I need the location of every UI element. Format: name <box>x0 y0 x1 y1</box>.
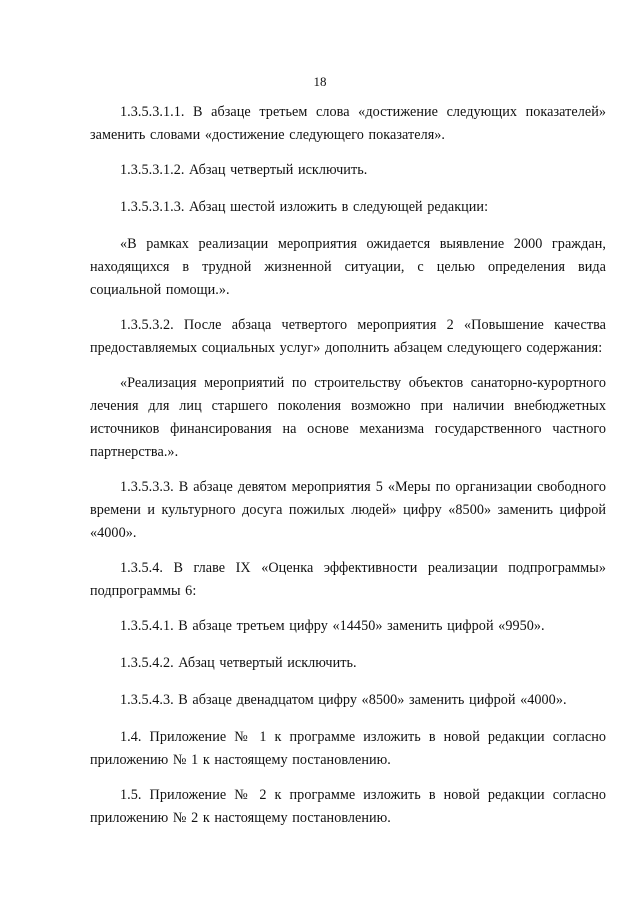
paragraph-1-3-5-4-2: 1.3.5.4.2. Абзац четвертый исключить. <box>120 655 357 671</box>
paragraph-1-3-5-3-1-2: 1.3.5.3.1.2. Абзац четвертый исключить. <box>120 162 368 178</box>
paragraph-1-3-5-3-1-1: 1.3.5.3.1.1. В абзаце третьем слова «достижение следующих показателей» заменить словами «достижение следующего показателя». <box>90 104 606 143</box>
page-number: 18 <box>313 74 327 89</box>
quoted-paragraph-sanatorium: «Реализация мероприятий по строительству объектов санаторно-курортного лечения для лиц старшего поколения возможно при наличии внебюджетных источников финансирования на основе механизма государственного частного партнерства.». <box>90 375 606 460</box>
quoted-paragraph-social-help: «В рамках реализации мероприятия ожидается выявление 2000 граждан, находящихся в трудной жизненной ситуации, с целью определения вида социальной помощи.». <box>90 236 606 298</box>
paragraph-1-3-5-4: 1.3.5.4. В главе IX «Оценка эффективности реализации подпрограммы» подпрограммы 6: <box>90 560 606 599</box>
paragraph-1-3-5-3-3: 1.3.5.3.3. В абзаце девятом мероприятия 5 «Меры по организации свободного времени и культурного досуга пожилых людей» цифру «8500» заменить цифрой «4000». <box>90 479 606 541</box>
paragraph-1-5: 1.5. Приложение № 2 к программе изложить в новой редакции согласно приложению № 2 к настоящему постановлению. <box>90 787 606 826</box>
paragraph-1-4: 1.4. Приложение № 1 к программе изложить в новой редакции согласно приложению № 1 к настоящему постановлению. <box>90 729 606 768</box>
paragraph-1-3-5-3-1-3: 1.3.5.3.1.3. Абзац шестой изложить в следующей редакции: <box>120 199 489 215</box>
document-body <box>90 101 606 842</box>
paragraph-1-3-5-4-1: 1.3.5.4.1. В абзаце третьем цифру «14450» заменить цифрой «9950». <box>120 618 545 634</box>
paragraph-1-3-5-4-3: 1.3.5.4.3. В абзаце двенадцатом цифру «8500» заменить цифрой «4000». <box>120 692 567 708</box>
paragraph-1-3-5-3-2: 1.3.5.3.2. После абзаца четвертого мероприятия 2 «Повышение качества предоставляемых социальных услуг» дополнить абзацем следующего содержания: <box>90 317 606 356</box>
